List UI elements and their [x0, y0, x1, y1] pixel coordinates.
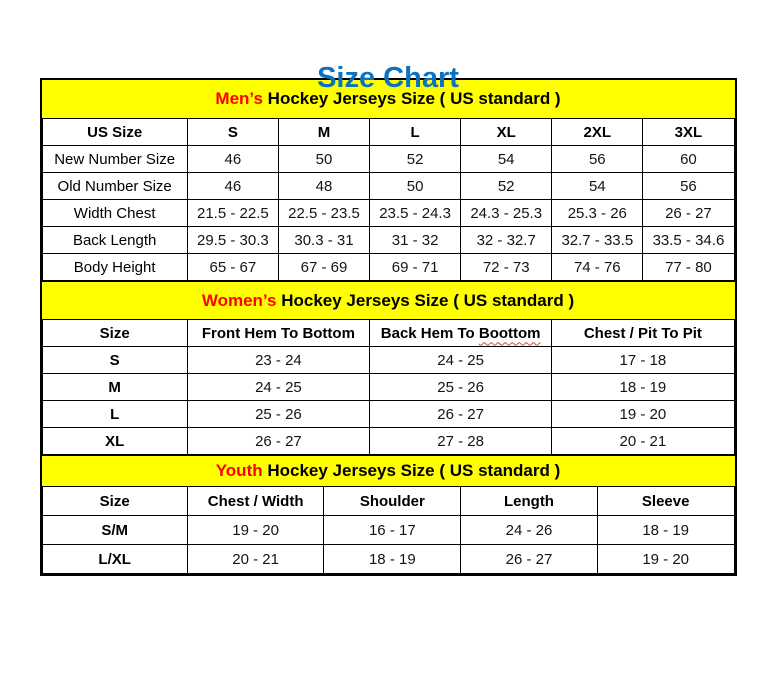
womens-column-header: Size [42, 320, 187, 347]
womens-cell: 26 - 27 [187, 428, 369, 455]
mens-cell: 52 [461, 173, 552, 200]
womens-cell: 17 - 18 [552, 347, 734, 374]
youth-row [42, 545, 734, 574]
womens-section-header-highlight: Women’s [201, 290, 277, 310]
youth-size-table [42, 486, 735, 574]
youth-column-header: Size [42, 487, 187, 516]
mens-cell: 23.5 - 24.3 [370, 200, 461, 227]
youth-cell: 24 - 26 [461, 516, 598, 545]
womens-cell: 24 - 25 [370, 347, 552, 374]
mens-row [42, 227, 734, 254]
mens-column-header: L [370, 119, 461, 146]
mens-row-label: New Number Size [42, 146, 187, 173]
mens-cell: 32.7 - 33.5 [552, 227, 643, 254]
youth-row-label: L/XL [42, 545, 187, 574]
mens-cell: 26 - 27 [643, 200, 734, 227]
mens-cell: 74 - 76 [552, 254, 643, 281]
womens-size-table [42, 319, 735, 455]
mens-cell: 65 - 67 [187, 254, 278, 281]
mens-column-header: M [278, 119, 369, 146]
youth-cell: 19 - 20 [597, 545, 734, 574]
womens-row [42, 401, 734, 428]
womens-cell: 27 - 28 [370, 428, 552, 455]
womens-header-row [42, 320, 734, 347]
mens-cell: 52 [370, 146, 461, 173]
mens-cell: 77 - 80 [643, 254, 734, 281]
mens-cell: 29.5 - 30.3 [187, 227, 278, 254]
womens-row-label: M [42, 374, 187, 401]
youth-cell: 26 - 27 [461, 545, 598, 574]
womens-section [42, 281, 735, 455]
youth-section-header [42, 455, 735, 486]
womens-column-header: Back Hem To Boottom [370, 320, 552, 347]
youth-cell: 18 - 19 [597, 516, 734, 545]
womens-cell: 24 - 25 [187, 374, 369, 401]
mens-cell: 30.3 - 31 [278, 227, 369, 254]
mens-column-header: 2XL [552, 119, 643, 146]
mens-cell: 22.5 - 23.5 [278, 200, 369, 227]
mens-row [42, 146, 734, 173]
mens-row-label: Back Length [42, 227, 187, 254]
mens-cell: 32 - 32.7 [461, 227, 552, 254]
youth-section-header-rest: Hockey Jerseys Size ( US standard ) [262, 461, 561, 480]
mens-cell: 31 - 32 [370, 227, 461, 254]
youth-column-header: Sleeve [597, 487, 734, 516]
womens-column-header: Chest / Pit To Pit [552, 320, 734, 347]
mens-cell: 60 [643, 146, 734, 173]
youth-column-header: Length [461, 487, 598, 516]
mens-cell: 69 - 71 [370, 254, 461, 281]
mens-section [42, 80, 735, 281]
womens-row-label: S [42, 347, 187, 374]
womens-cell: 20 - 21 [552, 428, 734, 455]
mens-row-label: Old Number Size [42, 173, 187, 200]
womens-cell: 23 - 24 [187, 347, 369, 374]
mens-column-header: S [187, 119, 278, 146]
mens-cell: 50 [278, 146, 369, 173]
mens-size-table [42, 118, 735, 281]
womens-row-label: XL [42, 428, 187, 455]
mens-column-header: XL [461, 119, 552, 146]
mens-section-header-highlight: Men’s [215, 89, 263, 108]
mens-cell: 25.3 - 26 [552, 200, 643, 227]
womens-row-label: L [42, 401, 187, 428]
mens-column-header: US Size [42, 119, 187, 146]
mens-header-row [42, 119, 734, 146]
youth-section-header-text [216, 461, 561, 481]
youth-row-label: S/M [42, 516, 187, 545]
youth-cell: 19 - 20 [187, 516, 324, 545]
mens-cell: 72 - 73 [461, 254, 552, 281]
mens-cell: 24.3 - 25.3 [461, 200, 552, 227]
womens-section-header-text [202, 291, 574, 311]
mens-row [42, 200, 734, 227]
mens-cell: 21.5 - 22.5 [187, 200, 278, 227]
mens-cell: 46 [187, 146, 278, 173]
size-chart [40, 78, 737, 576]
mens-section-header-text [215, 89, 560, 109]
mens-cell: 56 [552, 146, 643, 173]
mens-row-label: Width Chest [42, 200, 187, 227]
womens-cell: 25 - 26 [187, 401, 369, 428]
womens-section-header [42, 281, 735, 319]
youth-header-row [42, 487, 734, 516]
mens-cell: 46 [187, 173, 278, 200]
mens-cell: 56 [643, 173, 734, 200]
womens-cell: 25 - 26 [370, 374, 552, 401]
youth-cell: 16 - 17 [324, 516, 461, 545]
womens-row [42, 428, 734, 455]
mens-cell: 67 - 69 [278, 254, 369, 281]
misspelled-word: Boottom [478, 324, 541, 342]
mens-section-header-rest: Hockey Jerseys Size ( US standard ) [262, 89, 561, 108]
youth-cell: 18 - 19 [324, 545, 461, 574]
mens-row [42, 173, 734, 200]
youth-section-header-highlight: Youth [215, 461, 263, 480]
mens-column-header: 3XL [643, 119, 734, 146]
womens-cell: 18 - 19 [552, 374, 734, 401]
womens-cell: 19 - 20 [552, 401, 734, 428]
mens-cell: 54 [461, 146, 552, 173]
womens-row [42, 347, 734, 374]
youth-cell: 20 - 21 [187, 545, 324, 574]
mens-row [42, 254, 734, 281]
womens-column-header: Front Hem To Bottom [187, 320, 369, 347]
youth-section [42, 455, 735, 574]
womens-section-header-rest: Hockey Jerseys Size ( US standard ) [276, 290, 575, 310]
page-title: Size Chart [317, 62, 459, 94]
mens-cell: 48 [278, 173, 369, 200]
mens-cell: 54 [552, 173, 643, 200]
mens-row-label: Body Height [42, 254, 187, 281]
womens-row [42, 374, 734, 401]
mens-cell: 33.5 - 34.6 [643, 227, 734, 254]
youth-column-header: Chest / Width [187, 487, 324, 516]
youth-column-header: Shoulder [324, 487, 461, 516]
youth-row [42, 516, 734, 545]
womens-cell: 26 - 27 [370, 401, 552, 428]
mens-cell: 50 [370, 173, 461, 200]
